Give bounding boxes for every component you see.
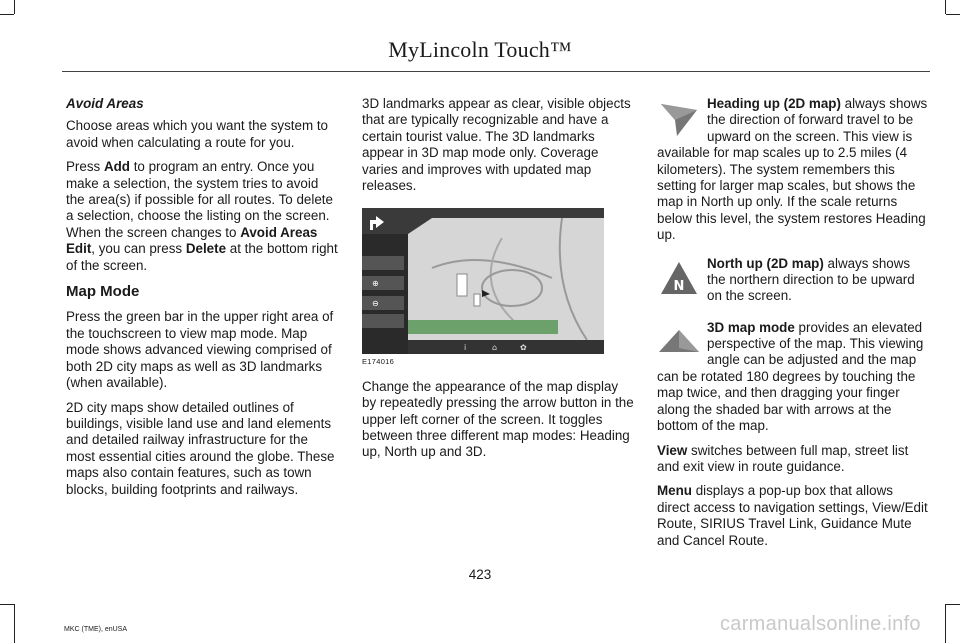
crop-mark xyxy=(14,0,15,14)
bold-term-view: View xyxy=(657,442,688,458)
heading-up-item xyxy=(657,96,929,244)
page-title: MyLincoln Touch™ xyxy=(388,37,572,62)
north-up-item xyxy=(657,256,929,306)
avoid-areas-heading: Avoid Areas xyxy=(66,96,144,111)
avoid-areas-intro: Choose areas which you want the system to avoid when calculating a route for you. xyxy=(66,118,328,150)
column-3 xyxy=(657,96,929,557)
map-screen-figure xyxy=(362,208,604,354)
crop-mark xyxy=(0,604,14,605)
menu-paragraph xyxy=(657,483,929,549)
map-screen-illustration xyxy=(362,208,604,354)
crop-mark xyxy=(945,0,946,14)
svg-text:⊕: ⊕ xyxy=(372,279,379,289)
map-mode-paragraph-1: Press the green bar in the upper right area of the touchscreen to view map mode. Map mode shows advanced viewing comprised of both 2D city maps as well as 3D landmarks (when available). xyxy=(66,309,334,391)
crop-mark xyxy=(946,14,960,15)
bold-term-avoid-areas-edit: Avoid Areas Edit xyxy=(66,224,318,257)
text-run: , you can press xyxy=(91,241,186,257)
column-2 xyxy=(362,96,634,469)
page-number: 423 xyxy=(468,567,492,582)
figure-code: E174016 xyxy=(362,357,395,367)
footer-code: MKC (TME), enUSA xyxy=(64,626,128,633)
svg-text:✿: ✿ xyxy=(520,343,527,353)
text-run: always shows the northern direction to be upward on the screen. xyxy=(707,255,915,304)
landmarks-paragraph: 3D landmarks appear as clear, visible objects that are typically recognizable and have a certain tourist value. The 3D landmarks appear in 3D map mode only. Coverage varies and improves with updated map releases. xyxy=(362,96,631,194)
crop-mark xyxy=(945,604,946,643)
bold-term-3d-map-mode: 3D map mode xyxy=(707,319,795,335)
text-run: at the bottom right of the screen. xyxy=(66,241,338,273)
svg-text:⌂: ⌂ xyxy=(492,343,498,353)
avoid-areas-instructions xyxy=(66,159,338,274)
text-run: Press xyxy=(66,159,104,175)
bold-term-north-up: North up (2D map) xyxy=(707,255,824,271)
column-1 xyxy=(66,96,338,506)
bold-term-heading-up: Heading up (2D map) xyxy=(707,96,841,111)
text-run: switches between full map, street list and exit view in route guidance. xyxy=(657,442,909,474)
map-3d-icon xyxy=(657,322,701,366)
north-up-text xyxy=(707,256,915,304)
crop-mark xyxy=(946,604,960,605)
north-letter: N xyxy=(673,278,685,294)
svg-text:⊖: ⊖ xyxy=(372,299,379,309)
svg-text:i: i xyxy=(464,343,467,353)
map-mode-paragraph-2: 2D city maps show detailed outlines of buildings, visible land use and land elements and detailed railway infrastructure for the most essential cities around the globe. These maps also contain features, such as town blocks, building footprints and railways. xyxy=(66,399,335,497)
text-run: displays a pop-up box that allows direct access to navigation settings, View/Edit Route, SIRIUS Travel Link, Guidance Mute and Cancel Route. xyxy=(657,483,928,548)
text-run: always shows the direction of forward travel to be upward on the screen. This view is available for map scales up to 2.5 miles (4 kilometers). The system remembers this setting for larger map scales, but shows the map in North up only. If the scale returns below this level, the system restores Heading up. xyxy=(657,96,928,243)
map-mode-heading: Map Mode xyxy=(66,283,140,301)
view-paragraph xyxy=(657,443,929,476)
map-modes-paragraph: Change the appearance of the map display by repeatedly pressing the arrow button in the upper left corner of the screen. It toggles between three different map modes: Heading up, North up and 3D. xyxy=(362,378,634,460)
watermark: carmanualsonline.info xyxy=(720,613,921,635)
bold-term-delete: Delete xyxy=(185,241,227,257)
heading-up-icon xyxy=(657,98,701,142)
north-up-icon xyxy=(657,258,701,302)
text-run: provides an elevated perspective of the map. This viewing angle can be adjusted and the map can be rotated 180 degrees by touching the map twice, and then dragging your finger along the shaded bar with arrows at the bottom of the map. xyxy=(657,319,924,434)
crop-mark xyxy=(0,14,14,15)
crop-mark xyxy=(14,604,15,643)
header-divider xyxy=(62,71,930,72)
bold-term-add: Add xyxy=(103,159,130,175)
text-run: to program an entry. Once you make a selection, the system tries to avoid the area(s) if possible for all routes. To delete a selection, choose the listing on the screen. When the screen changes to xyxy=(66,159,333,240)
bold-term-menu: Menu xyxy=(657,483,692,499)
map-3d-item xyxy=(657,320,929,435)
